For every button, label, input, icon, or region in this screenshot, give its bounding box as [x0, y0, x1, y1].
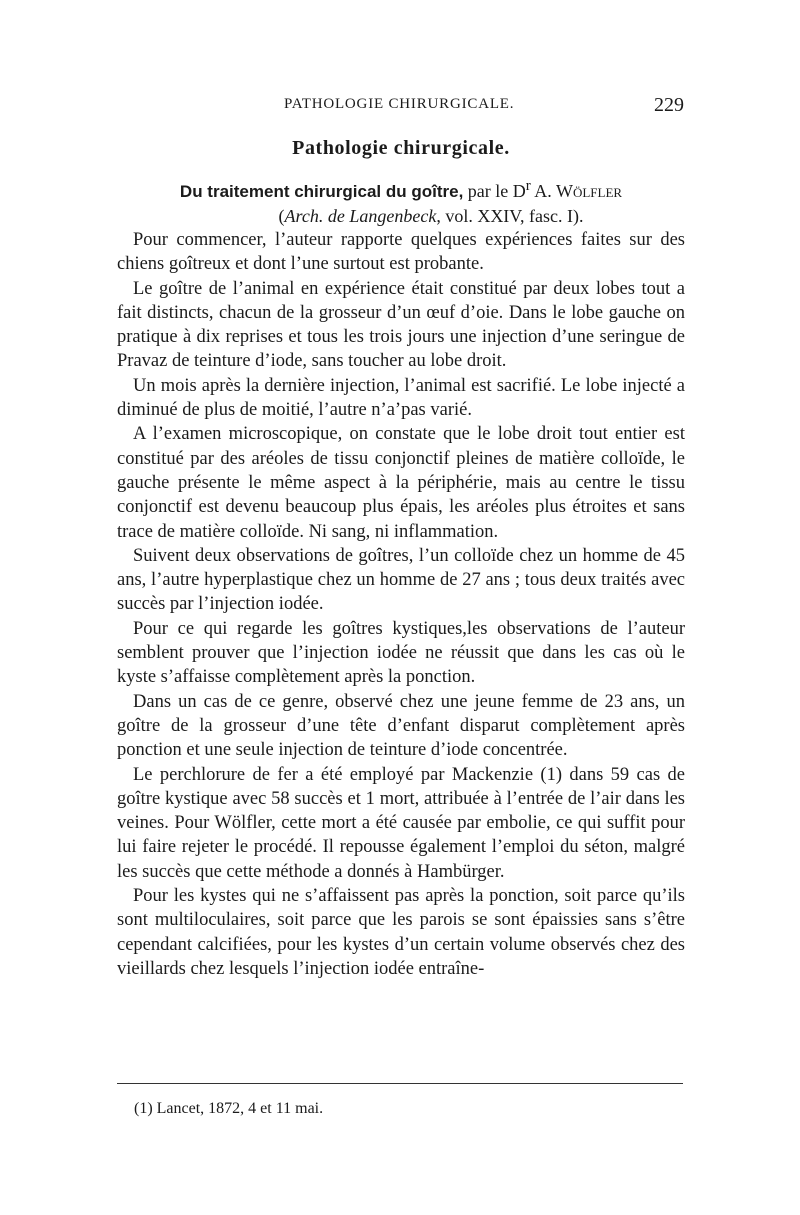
source-journal: Arch. de Langenbeck: [284, 206, 437, 226]
article-body: [117, 228, 685, 981]
footnote: (1) Lancet, 1872, 4 et 11 mai.: [134, 1100, 324, 1117]
article-source: [118, 204, 684, 228]
section-title: Pathologie chirurgicale.: [292, 137, 510, 159]
byline-sup: r: [525, 178, 531, 194]
paragraph: Un mois après la dernière injection, l’animal est sacrifié. Le lobe injecté a diminué de plus de moitié, l’autre n’a’pas varié.: [117, 375, 685, 421]
byline-prefix: par le D: [463, 181, 526, 201]
source-details: , vol. XXIV, fasc. I).: [436, 206, 584, 226]
paragraph: A l’examen microscopique, on constate que le lobe droit tout entier est constitué par des aréoles de tissu conjonctif pleines de matière colloïde, le gauche présente le même aspect à la périphérie, mais au centre le tissu conjonctif est devenu beaucoup plus épais, les aréoles plus étroites et sans trace de matière colloïde. Ni sang, ni inflammation.: [117, 424, 685, 542]
paragraph: Pour ce qui regarde les goîtres kystiques,les observations de l’auteur semblent prouver que l’injection iodée ne réussit que dans les cas où le kyste s’affaisse complètement après la ponction.: [117, 618, 685, 688]
source-open-paren: (: [278, 206, 285, 226]
paragraph: Pour commencer, l’auteur rapporte quelques expériences faites sur des chiens goîtreux et dont l’une surtout est probante.: [117, 230, 685, 275]
paragraph: Dans un cas de ce genre, observé chez une jeune femme de 23 ans, un goître de la grosseur d’une tête d’enfant disparut complètement après ponction et une seule injection de teinture d’iode concentrée.: [117, 691, 685, 761]
article-title: Du traitement chirurgical du goître,: [179, 182, 464, 201]
paragraph: Suivent deux observations de goîtres, l’un colloïde chez un homme de 45 ans, l’autre hyperplastique chez un homme de 27 ans ; tous deux traités avec succès par l’injection iodée.: [117, 545, 685, 615]
running-head: [118, 96, 684, 120]
running-title: PATHOLOGIE CHIRURGICALE.: [284, 96, 515, 112]
page-number: 229: [654, 94, 684, 116]
paragraph: Le goître de l’animal en expérience était constitué par deux lobes tout a fait distincts, chacun de la grosseur d’un œuf d’oie. Dans le lobe gauche on pratique à dix reprises et tous les trois jours une injection d’une seringue de Pravaz de teinture d’iode, sans toucher au lobe droit.: [117, 278, 685, 372]
paragraph: Pour les kystes qui ne s’affaissent pas après la ponction, soit parce qu’ils sont multiloculaires, soit parce que les parois se sont épaissies sans s’être cependant calcifiées, pour les kystes d’un certain volume observés chez des vieillards chez lesquels l’injection iodée entraîne-: [117, 886, 685, 979]
article-heading: [118, 174, 684, 228]
footnote-divider: [117, 1083, 683, 1084]
paragraph: Le perchlorure de fer a été employé par Mackenzie (1) dans 59 cas de goître kystique avec 58 succès et 1 mort, attribuée à l’entrée de l’air dans les veines. Pour Wölfler, cette mort a été causée par embolie, ce qui suffit pour lui faire rejeter le procédé. Il repousse également l’emploi du séton, malgré les succès que cette méthode a donnés à Hambürger.: [117, 764, 685, 882]
article-author: A. Wölfler: [530, 181, 623, 201]
